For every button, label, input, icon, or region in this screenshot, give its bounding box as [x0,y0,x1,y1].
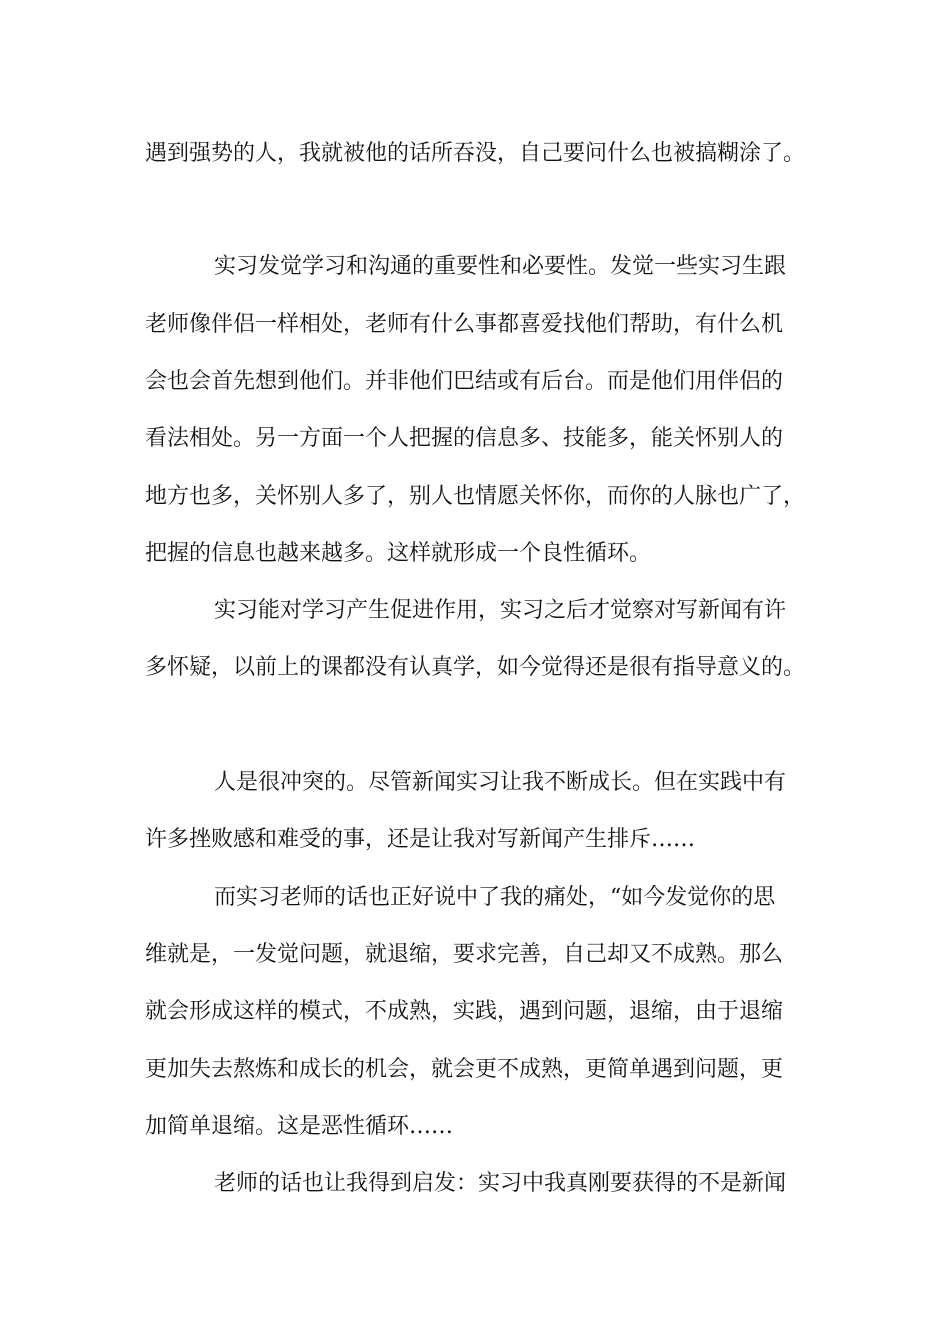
paragraph-first-line [0,591,950,631]
text-line-content: 维就是，一发觉问题，就退缩，要求完善，自己却又不成熟。那么 [145,942,784,967]
text-line [0,1050,950,1090]
text-line [0,935,950,975]
text-line-content: 遇到强势的人，我就被他的话所吞没，自己要问什么也被搞糊涂了。 [145,141,806,166]
paragraph-first-line [0,1164,950,1204]
text-line-content: 就会形成这样的模式，不成熟，实践，遇到问题，退缩，由于退缩 [145,999,784,1024]
text-line [0,419,950,459]
text-line-content: 把握的信息也越来越多。这样就形成一个良性循环。 [145,541,652,566]
text-line [0,305,950,345]
text-line-content: 多怀疑，以前上的课都没有认真学，如今觉得还是很有指导意义的。 [145,655,806,680]
text-line [0,820,950,860]
text-line-content: 会也会首先想到他们。并非他们巴结或有后台。而是他们用伴侣的 [145,369,784,394]
text-line-content: 地方也多，关怀别人多了，别人也情愿关怀你，而你的人脉也广了， [145,484,806,509]
text-line [0,992,950,1032]
text-line-content: 实习能对学习产生促进作用，实习之后才觉察对写新闻有许 [214,598,787,623]
text-line [0,1107,950,1147]
text-line-content: 而实习老师的话也正好说中了我的痛处，“如今发觉你的思 [214,885,776,910]
paragraph-first-line [0,763,950,803]
text-line-content: 许多挫败感和难受的事，还是让我对写新闻产生排斥…… [145,827,696,852]
paragraph-first-line [0,878,950,918]
text-line [0,477,950,517]
text-line [0,534,950,574]
text-line-content: 看法相处。另一方面一个人把握的信息多、技能多，能关怀别人的 [145,426,784,451]
text-line-content: 实习发觉学习和沟通的重要性和必要性。发觉一些实习生跟 [214,254,787,279]
text-line [0,648,950,688]
text-line-content: 人是很冲突的。尽管新闻实习让我不断成长。但在实践中有 [214,770,787,795]
text-line-content: 更加失去熬炼和成长的机会，就会更不成熟，更简单遇到问题，更 [145,1057,784,1082]
text-line-content: 加简单退缩。这是恶性循环…… [145,1114,454,1139]
text-line-content: 老师像伴侣一样相处，老师有什么事都喜爱找他们帮助，有什么机 [145,312,784,337]
text-line [0,362,950,402]
text-line-content: 老师的话也让我得到启发：实习中我真刚要获得的不是新闻 [214,1171,787,1196]
text-line [0,134,950,174]
paragraph-first-line [0,247,950,287]
